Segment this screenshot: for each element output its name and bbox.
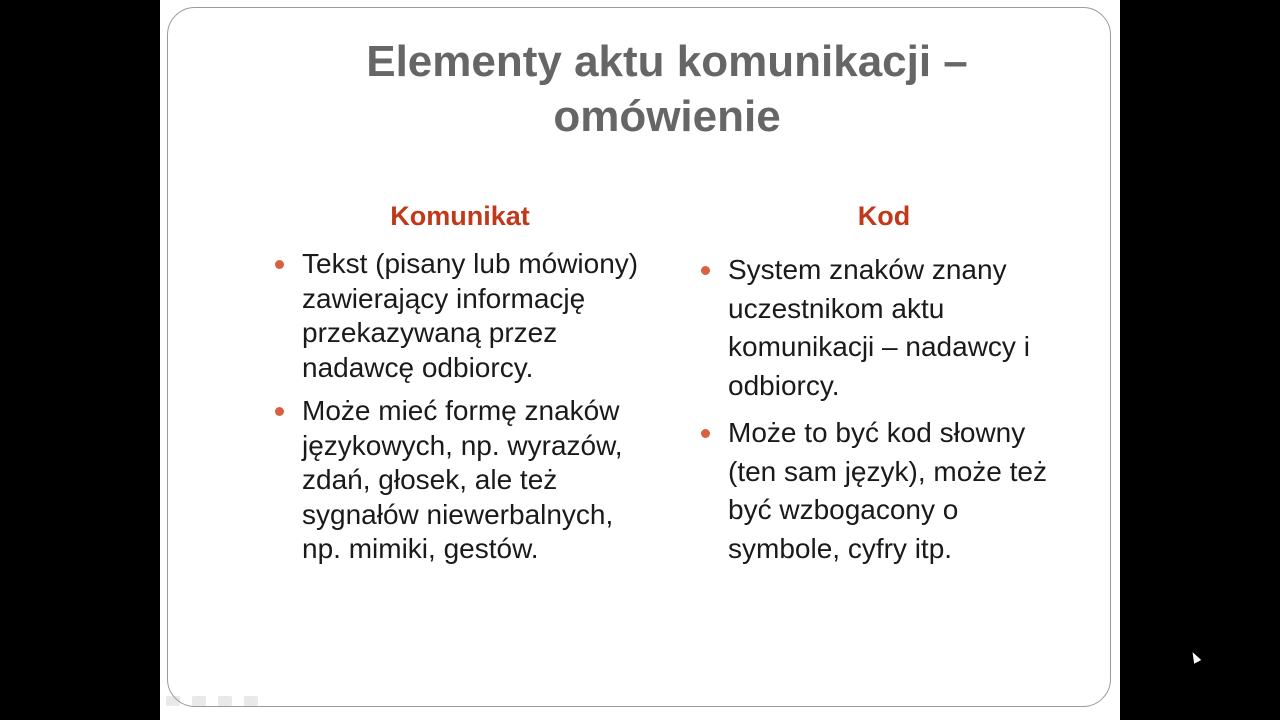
- bullet-item: [270, 394, 650, 567]
- bullet-dot-icon: [275, 260, 284, 269]
- slide: [167, 7, 1111, 707]
- bullet-text: System znaków znany uczestnikom aktu komunikacji – nadawcy i odbiorcy.: [728, 254, 1030, 401]
- heading-komunikat: Komunikat: [390, 201, 530, 231]
- previous-slide-icon[interactable]: [166, 696, 180, 706]
- pen-icon[interactable]: [192, 696, 206, 706]
- slide-title-line-2: omówienie: [553, 92, 781, 141]
- slide-title: [168, 34, 1110, 144]
- bullet-item: [696, 414, 1076, 568]
- bullet-text: Może mieć formę znaków językowych, np. wyrazów, zdań, głosek, ale też sygnałów niewerbalnych, np. mimiki, gestów.: [302, 395, 623, 564]
- bullet-dot-icon: [275, 407, 284, 416]
- bullet-item: [270, 247, 650, 385]
- bullet-item: [696, 251, 1076, 405]
- next-slide-icon[interactable]: [244, 696, 258, 706]
- bullet-dot-icon: [701, 266, 710, 275]
- bullet-text: Tekst (pisany lub mówiony) zawierający informację przekazywaną przez nadawcę odbiorcy.: [302, 248, 639, 383]
- slide-menu-icon[interactable]: [218, 696, 232, 706]
- kod-bullet-list: [696, 251, 1076, 568]
- mouse-pointer-icon: [1189, 650, 1201, 663]
- slide-title-line-1: Elementy aktu komunikacji –: [366, 37, 968, 86]
- bullet-text: Może to być kod słowny (ten sam język), może też być wzbogacony o symbole, cyfry itp.: [728, 417, 1047, 564]
- slideshow-controls[interactable]: [166, 696, 258, 710]
- komunikat-bullet-list: [270, 247, 650, 567]
- slide-stage: [160, 0, 1120, 720]
- bullet-dot-icon: [701, 429, 710, 438]
- heading-kod: Kod: [857, 201, 911, 231]
